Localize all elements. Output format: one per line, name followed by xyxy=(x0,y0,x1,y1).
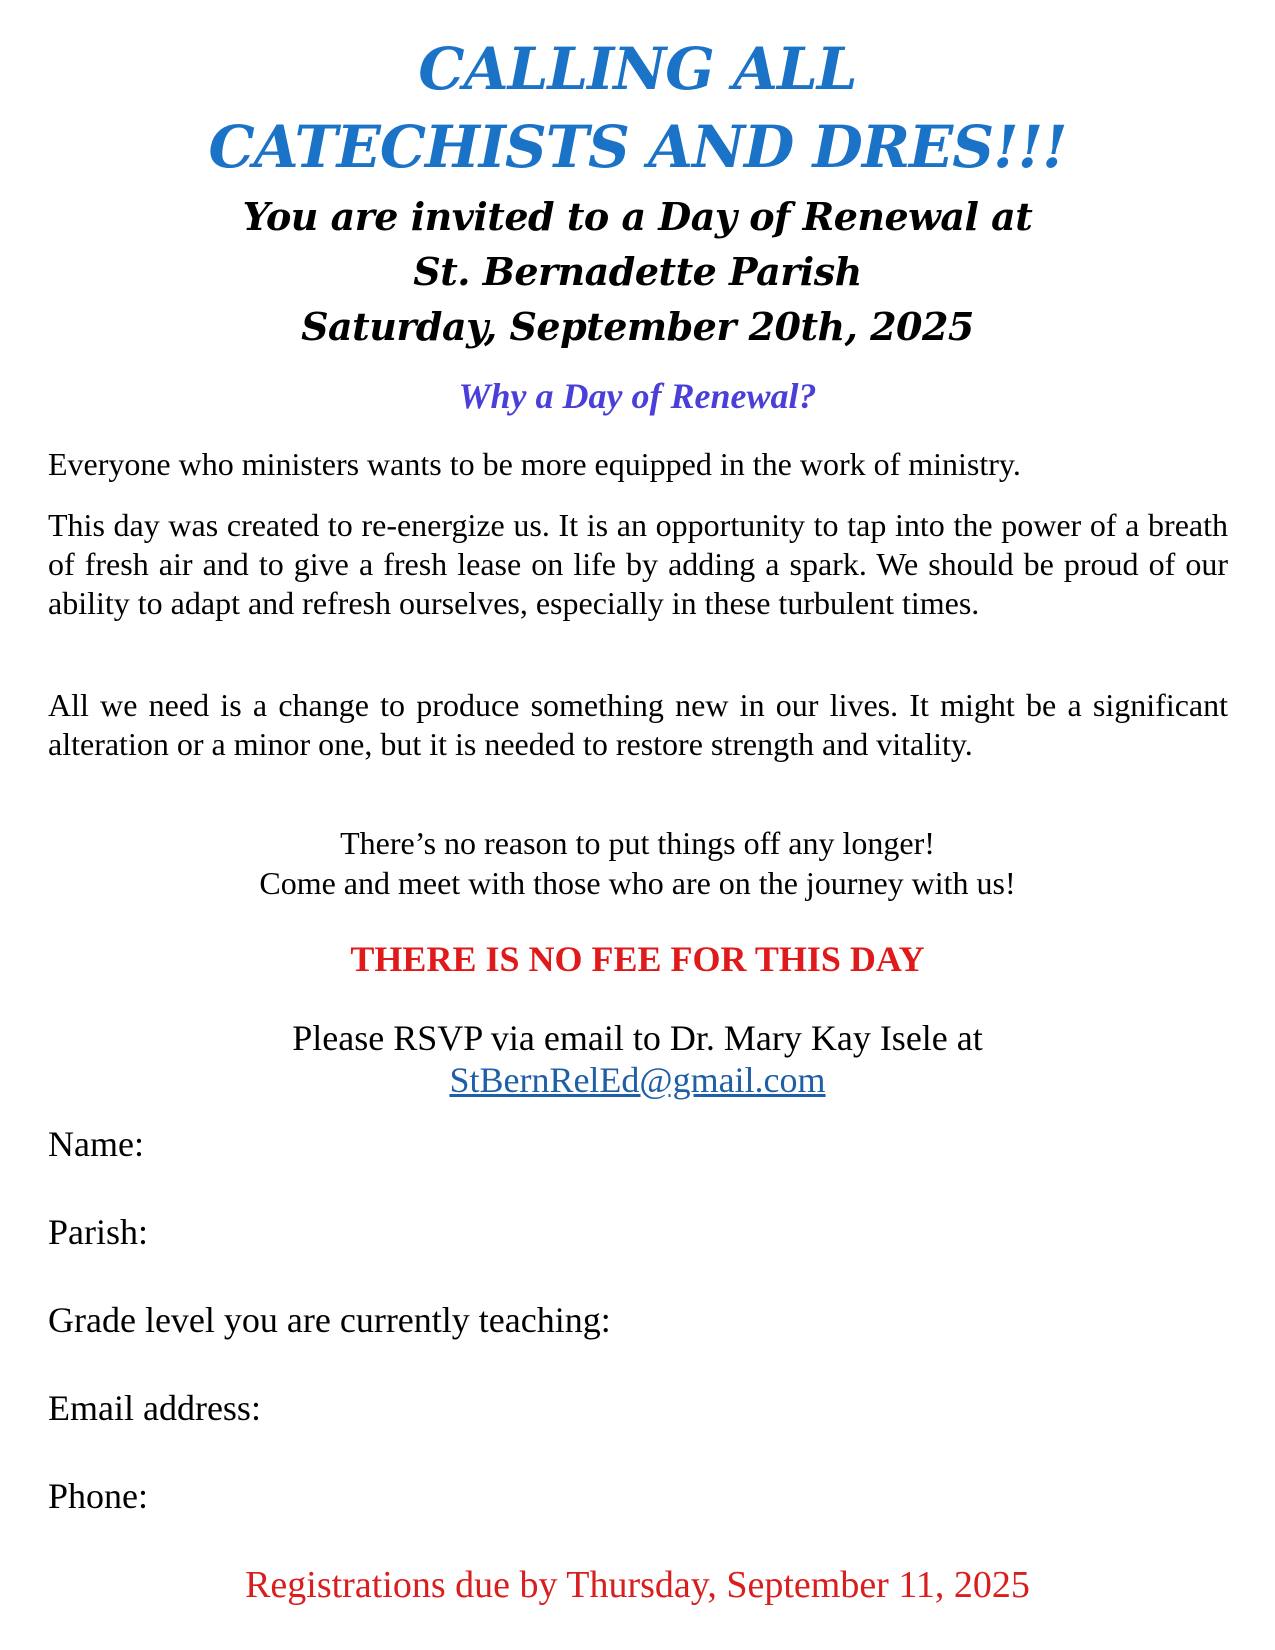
closing-line-2: Come and meet with those who are on the journey with us! xyxy=(259,865,1016,901)
name-field-label: Name: xyxy=(48,1124,144,1164)
registration-deadline: Registrations due by Thursday, September 11, 2025 xyxy=(245,1564,1030,1606)
fee-notice: THERE IS NO FEE FOR THIS DAY xyxy=(350,939,925,979)
phone-field-label: Phone: xyxy=(48,1476,149,1516)
rsvp-email-container xyxy=(0,1058,1275,1102)
subheading: Why a Day of Renewal? xyxy=(458,376,817,416)
title-line-1: CALLING ALL xyxy=(418,35,857,103)
closing-line-1: There’s no reason to put things off any longer! xyxy=(340,825,935,861)
grade-field-label: Grade level you are currently teaching: xyxy=(48,1300,611,1340)
rsvp-email-link[interactable]: StBernRelEd@gmail.com xyxy=(449,1060,826,1100)
paragraph-1: Everyone who ministers wants to be more equipped in the work of ministry. xyxy=(48,446,1021,482)
invite-line-1: You are invited to a Day of Renewal at xyxy=(242,194,1033,239)
invite-line-3: Saturday, September 20th, 2025 xyxy=(301,304,974,349)
rsvp-text: Please RSVP via email to Dr. Mary Kay Isele at xyxy=(292,1018,983,1058)
email-field-label: Email address: xyxy=(48,1388,261,1428)
parish-field-label: Parish: xyxy=(48,1212,149,1252)
paragraph-2: This day was created to re-energize us. It is an opportunity to tap into the power of a breath of fresh air and to give a fresh lease on life by adding a spark. We should be proud of our ability to adapt and refresh ourselves, especially in these turbulent times. xyxy=(48,507,1228,621)
invite-line-2: St. Bernadette Parish xyxy=(413,249,862,294)
paragraph-3: All we need is a change to produce something new in our lives. It might be a significant alteration or a minor one, but it is needed to restore strength and vitality. xyxy=(48,687,1228,762)
title-line-2: CATECHISTS AND DRES!!! xyxy=(208,113,1067,181)
